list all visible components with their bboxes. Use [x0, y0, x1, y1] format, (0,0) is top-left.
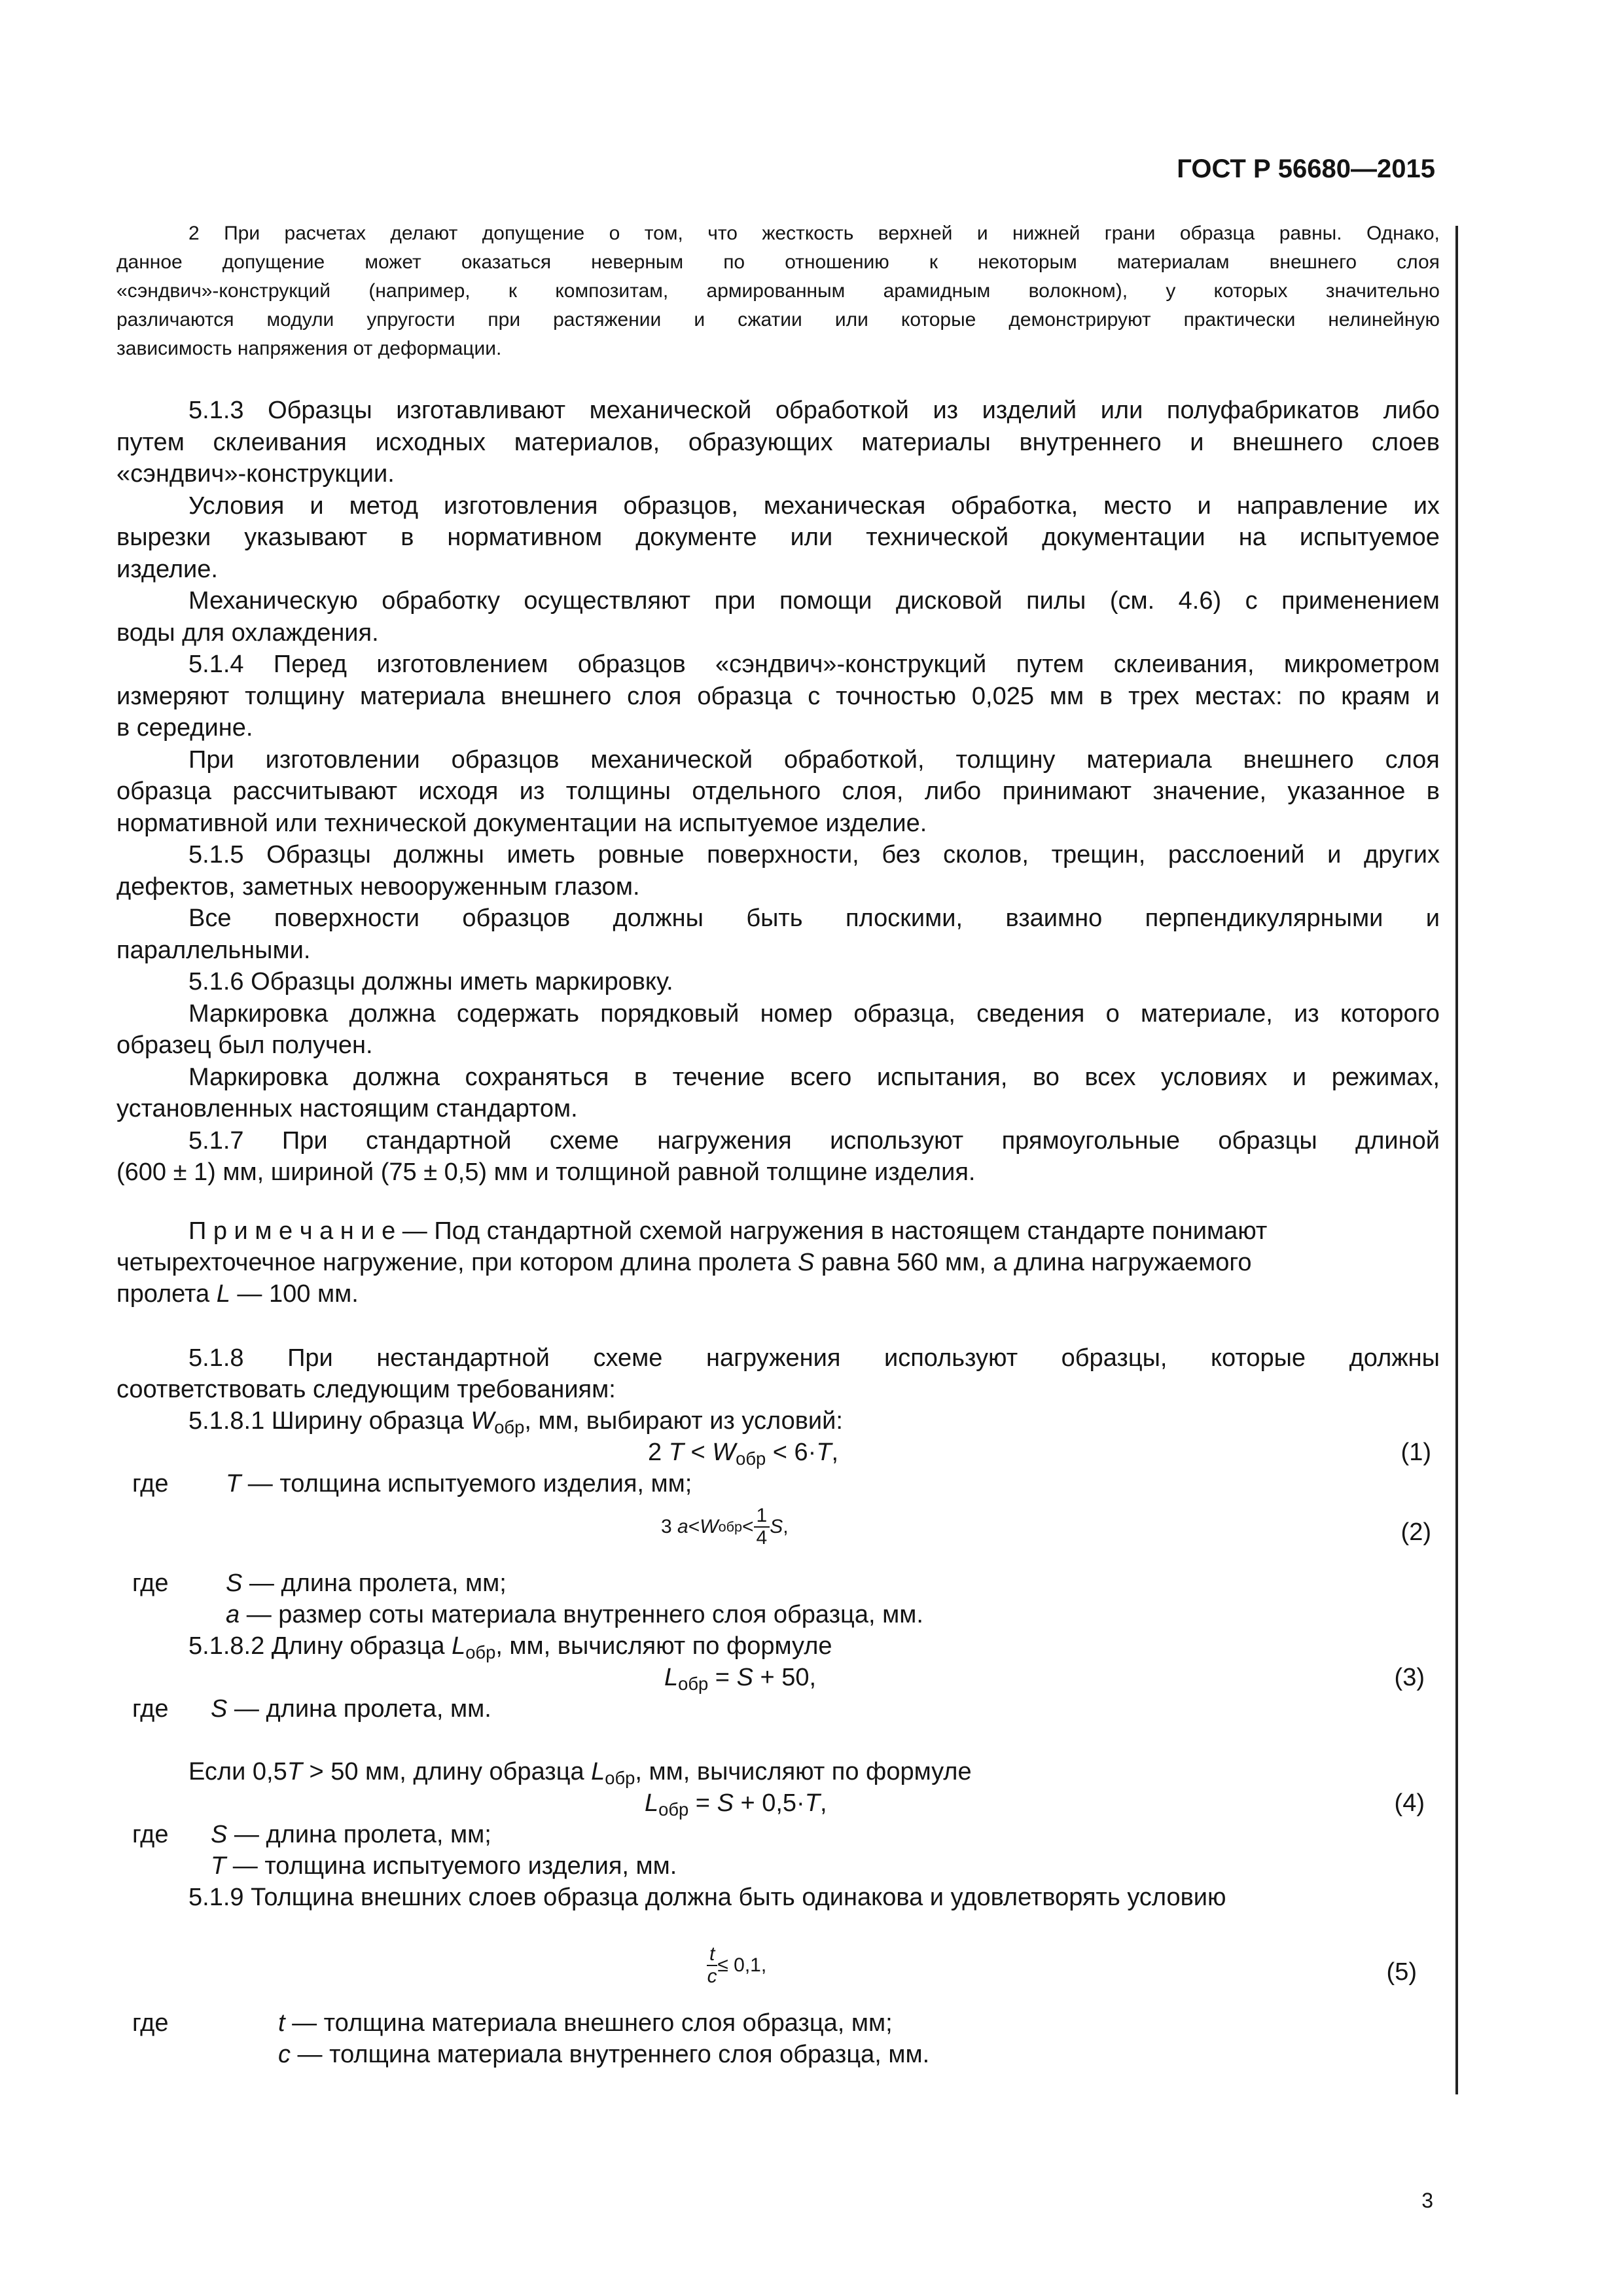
p-if-condition: Если 0,5T > 50 мм, длину образца $L_{обр}$, мм, вычисляют по формуле: [188, 1758, 972, 1788]
body-line: дефектов, заметных невооруженным глазом.: [116, 873, 640, 901]
where-2-def-S: S — длина пролета, мм;: [226, 1570, 507, 1597]
body-line: Условия и метод изготовления образцов, механическая обработка, место и направление их: [188, 492, 1440, 520]
standard-scheme-note-line-1: П р и м е ч а н и е — Под стандартной схемой нагружения в настоящем стандарте понимают: [188, 1217, 1268, 1245]
body-line: Все поверхности образцов должны быть плоскими, взаимно перпендикулярными и: [188, 905, 1440, 932]
body-line: Маркировка должна содержать порядковый номер образца, сведения о материале, из которого: [188, 1000, 1440, 1028]
page-number: 3: [1421, 2189, 1433, 2212]
p519: 5.1.9 Толщина внешних слоев образца должна быть одинакова и удовлетворять условию: [188, 1884, 1226, 1911]
body-line: образца рассчитывают исходя из толщины отдельного слоя, либо принимают значение, указанное в: [116, 778, 1440, 805]
where-1-label: где: [132, 1470, 169, 1498]
formula-3: $L_{обр} = S + 50$,: [664, 1664, 817, 1694]
body-line: 5.1.7 При стандартной схеме нагружения используют прямоугольные образцы длиной: [188, 1127, 1440, 1155]
body-line: нормативной или технической документации на испытуемое изделие.: [116, 810, 927, 837]
body-line: воды для охлаждения.: [116, 619, 379, 647]
body-line: При изготовлении образцов механической обработкой, толщину материала внешнего слоя: [188, 746, 1440, 774]
standard-scheme-note-line-3: пролета L — 100 мм.: [116, 1280, 359, 1308]
note2-line-4: различаются модули упругости при растяжении и сжатии или которые демонстрируют практически нелинейную: [116, 309, 1440, 331]
body-line: Маркировка должна сохраняться в течение всего испытания, во всех условиях и режимах,: [188, 1064, 1440, 1091]
body-line: 5.1.6 Образцы должны иметь маркировку.: [188, 968, 673, 996]
p5182: 5.1.8.2 Длину образца $L_{обр}$, мм, вычисляют по формуле: [188, 1632, 832, 1662]
formula-5: $\frac{t}{c}$ ≤ 0,1,: [707, 1943, 767, 1987]
body-line: «сэндвич»-конструкции.: [116, 460, 395, 488]
body-line: образец был получен.: [116, 1031, 373, 1059]
body-line: Механическую обработку осуществляют при помощи дисковой пилы (см. 4.6) с применением: [188, 587, 1440, 615]
body-line: измеряют толщину материала внешнего слоя образца с точностью 0,025 мм в трех местах: по краям и: [116, 683, 1440, 710]
where-4-def-S: S — длина пролета, мм;: [211, 1821, 491, 1848]
where-4-label: где: [132, 1821, 169, 1848]
formula-5-number: (5): [1386, 1958, 1417, 1986]
p518-line-1: 5.1.8 При нестандартной схеме нагружения используют образцы, которые должны: [188, 1344, 1440, 1372]
formula-3-number: (3): [1394, 1664, 1425, 1691]
formula-2-number: (2): [1400, 1518, 1431, 1546]
where-1-def: T — толщина испытуемого изделия, мм;: [226, 1470, 692, 1498]
where-3-def: S — длина пролета, мм.: [211, 1695, 491, 1723]
body-line: (600 ± 1) мм, шириной (75 ± 0,5) мм и толщиной равной толщине изделия.: [116, 1158, 976, 1186]
body-line: путем склеивания исходных материалов, образующих материалы внутреннего и внешнего слоев: [116, 429, 1440, 456]
where-2-label: где: [132, 1570, 169, 1597]
standard-number: ГОСТ Р 56680—2015: [1177, 154, 1435, 183]
note2-line-5: зависимость напряжения от деформации.: [116, 338, 502, 359]
body-line: вырезки указывают в нормативном документе или технической документации на испытуемое: [116, 524, 1440, 551]
body-line: 5.1.4 Перед изготовлением образцов «сэндвич»-конструкций путем склеивания, микрометром: [188, 651, 1440, 678]
note2-line-3: «сэндвич»-конструкций (например, к композитам, армированным арамидным волокном), у которых значительно: [116, 280, 1440, 302]
formula-4: $L_{обр} = S + 0,5\cdot T$,: [645, 1789, 827, 1820]
fraction-t-over-c: $\frac{t}{c}$: [707, 1943, 717, 1987]
body-line: в середине.: [116, 714, 253, 742]
body-line: параллельными.: [116, 937, 311, 964]
note2-line-1: 2 При расчетах делают допущение о том, что жесткость верхней и нижней грани образца равны. Однако,: [188, 223, 1440, 244]
where-4-def-T: T — толщина испытуемого изделия, мм.: [211, 1852, 677, 1880]
p518-line-2: соответствовать следующим требованиям:: [116, 1376, 616, 1403]
where-5-def-t: t — толщина материала внешнего слоя образца, мм;: [278, 2009, 893, 2037]
where-3-label: где: [132, 1695, 169, 1723]
formula-1: 2 $T < W_{обр} < 6\cdot T$,: [648, 1439, 839, 1469]
body-line: 5.1.5 Образцы должны иметь ровные поверхности, без сколов, трещин, расслоений и других: [188, 841, 1440, 869]
where-5-label: где: [132, 2009, 169, 2037]
revision-bar: [1455, 226, 1458, 2094]
p5181: 5.1.8.1 Ширину образца $W_{обр}$, мм, выбирают из условий:: [188, 1407, 843, 1437]
note2-line-2: данное допущение может оказаться неверным по отношению к некоторым материалам внешнего слоя: [116, 251, 1440, 273]
note-label: П р и м е ч а н и е: [188, 1217, 396, 1245]
body-line: 5.1.3 Образцы изготавливают механической обработкой из изделий или полуфабрикатов либо: [188, 397, 1440, 424]
formula-1-number: (1): [1400, 1439, 1431, 1466]
formula-2: 3 a < W обр < $\frac{1}{4}$ S ,: [661, 1505, 789, 1549]
where-5-def-c: c — толщина материала внутреннего слоя образца, мм.: [278, 2041, 930, 2068]
body-line: установленных настоящим стандартом.: [116, 1095, 578, 1122]
fraction-one-quarter: $\frac{1}{4}$: [754, 1505, 770, 1548]
body-line: изделие.: [116, 556, 218, 583]
where-2-def-a: a — размер соты материала внутреннего слоя образца, мм.: [226, 1601, 923, 1628]
standard-scheme-note-line-2: четырехточечное нагружение, при котором длина пролета S равна 560 мм, а длина нагружаемого: [116, 1249, 1252, 1276]
formula-4-number: (4): [1394, 1789, 1425, 1817]
